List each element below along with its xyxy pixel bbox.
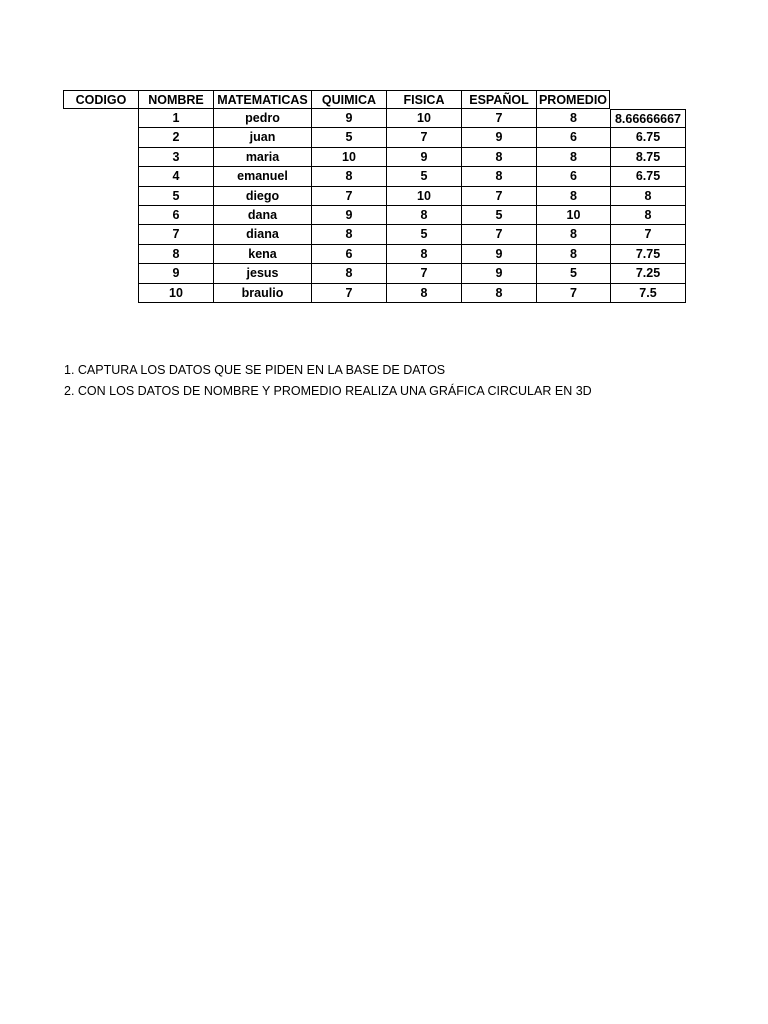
cell-quimica: 8 bbox=[386, 245, 461, 264]
cell-promedio: 8 bbox=[610, 206, 686, 225]
cell-promedio: 8 bbox=[610, 187, 686, 206]
cell-fisica: 9 bbox=[461, 264, 536, 283]
cell-matematicas: 7 bbox=[311, 187, 386, 206]
cell-nombre: pedro bbox=[213, 109, 311, 128]
cell-codigo: 2 bbox=[138, 128, 213, 147]
cell-nombre: diana bbox=[213, 225, 311, 244]
cell-espanol: 6 bbox=[536, 128, 610, 147]
cell-nombre: maria bbox=[213, 148, 311, 167]
header-espanol: ESPAÑOL bbox=[461, 90, 536, 109]
instruction-2: 2. CON LOS DATOS DE NOMBRE Y PROMEDIO REALIZA UNA GRÁFICA CIRCULAR EN 3D bbox=[64, 384, 592, 398]
cell-matematicas: 6 bbox=[311, 245, 386, 264]
cell-matematicas: 10 bbox=[311, 148, 386, 167]
cell-codigo: 9 bbox=[138, 264, 213, 283]
header-promedio: PROMEDIO bbox=[536, 90, 610, 109]
cell-codigo: 7 bbox=[138, 225, 213, 244]
cell-espanol: 8 bbox=[536, 225, 610, 244]
cell-quimica: 8 bbox=[386, 206, 461, 225]
cell-fisica: 5 bbox=[461, 206, 536, 225]
cell-quimica: 10 bbox=[386, 187, 461, 206]
cell-promedio: 7.25 bbox=[610, 264, 686, 283]
cell-codigo: 10 bbox=[138, 284, 213, 303]
cell-quimica: 5 bbox=[386, 225, 461, 244]
cell-nombre: braulio bbox=[213, 284, 311, 303]
cell-quimica: 9 bbox=[386, 148, 461, 167]
cell-matematicas: 9 bbox=[311, 109, 386, 128]
cell-nombre: dana bbox=[213, 206, 311, 225]
header-matematicas: MATEMATICAS bbox=[213, 90, 311, 109]
cell-fisica: 8 bbox=[461, 167, 536, 186]
cell-espanol: 8 bbox=[536, 148, 610, 167]
cell-codigo: 1 bbox=[138, 109, 213, 128]
cell-nombre: emanuel bbox=[213, 167, 311, 186]
cell-nombre: diego bbox=[213, 187, 311, 206]
cell-matematicas: 8 bbox=[311, 225, 386, 244]
cell-espanol: 7 bbox=[536, 284, 610, 303]
cell-espanol: 8 bbox=[536, 245, 610, 264]
cell-fisica: 9 bbox=[461, 128, 536, 147]
cell-espanol: 8 bbox=[536, 187, 610, 206]
cell-espanol: 5 bbox=[536, 264, 610, 283]
cell-quimica: 5 bbox=[386, 167, 461, 186]
cell-promedio: 6.75 bbox=[610, 128, 686, 147]
cell-espanol: 6 bbox=[536, 167, 610, 186]
cell-promedio: 7.5 bbox=[610, 284, 686, 303]
cell-nombre: jesus bbox=[213, 264, 311, 283]
cell-matematicas: 8 bbox=[311, 167, 386, 186]
cell-fisica: 7 bbox=[461, 109, 536, 128]
cell-fisica: 8 bbox=[461, 148, 536, 167]
cell-quimica: 8 bbox=[386, 284, 461, 303]
cell-codigo: 4 bbox=[138, 167, 213, 186]
header-quimica: QUIMICA bbox=[311, 90, 386, 109]
cell-espanol: 10 bbox=[536, 206, 610, 225]
cell-codigo: 3 bbox=[138, 148, 213, 167]
cell-fisica: 7 bbox=[461, 225, 536, 244]
header-fisica: FISICA bbox=[386, 90, 461, 109]
cell-nombre: juan bbox=[213, 128, 311, 147]
cell-codigo: 6 bbox=[138, 206, 213, 225]
instruction-1: 1. CAPTURA LOS DATOS QUE SE PIDEN EN LA BASE DE DATOS bbox=[64, 363, 446, 377]
cell-matematicas: 9 bbox=[311, 206, 386, 225]
cell-promedio: 7 bbox=[610, 225, 686, 244]
cell-codigo: 8 bbox=[138, 245, 213, 264]
cell-matematicas: 5 bbox=[311, 128, 386, 147]
cell-fisica: 7 bbox=[461, 187, 536, 206]
cell-quimica: 7 bbox=[386, 128, 461, 147]
cell-promedio: 6.75 bbox=[610, 167, 686, 186]
header-nombre: NOMBRE bbox=[138, 90, 213, 109]
cell-espanol: 8 bbox=[536, 109, 610, 128]
cell-promedio: 8.66666667 bbox=[610, 109, 686, 128]
cell-matematicas: 8 bbox=[311, 264, 386, 283]
cell-matematicas: 7 bbox=[311, 284, 386, 303]
cell-fisica: 9 bbox=[461, 245, 536, 264]
cell-promedio: 7.75 bbox=[610, 245, 686, 264]
cell-fisica: 8 bbox=[461, 284, 536, 303]
header-codigo: CODIGO bbox=[63, 90, 138, 109]
cell-promedio: 8.75 bbox=[610, 148, 686, 167]
cell-quimica: 10 bbox=[386, 109, 461, 128]
cell-nombre: kena bbox=[213, 245, 311, 264]
cell-codigo: 5 bbox=[138, 187, 213, 206]
cell-quimica: 7 bbox=[386, 264, 461, 283]
